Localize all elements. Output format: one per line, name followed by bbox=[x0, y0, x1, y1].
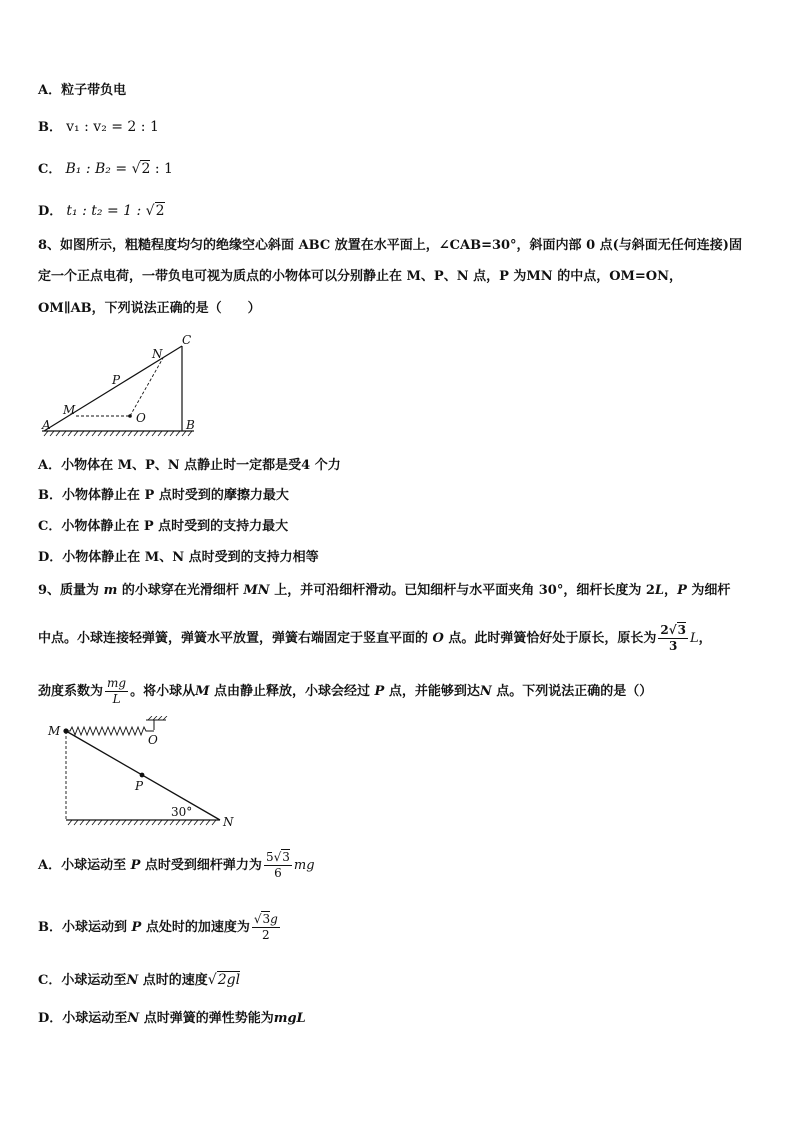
q9-option-a-fraction: $\frac{5√3}{6}$ bbox=[265, 850, 290, 880]
q9-stem-3-n: N bbox=[479, 684, 492, 699]
q7-option-a: A．粒子带负电 bbox=[38, 83, 127, 98]
q9-stem-2a: 中点。小球连接轻弹簧，弹簧水平放置，弹簧右端固定于竖直平面的 bbox=[38, 631, 433, 646]
q8-stem-line-3: OM∥AB，下列说法正确的是（ ） bbox=[38, 301, 261, 316]
q9-stem-3d: 点，并能够到达 bbox=[384, 684, 480, 699]
q8-stem-line-2: 定一个正点电荷，一带负电可视为质点的小物体可以分别静止在 M、P、N 点，P 为MN 的中点，OM=ON， bbox=[38, 269, 683, 284]
q9-stem-line-1 bbox=[38, 582, 758, 600]
q9-stem-3b: 。将小球从 bbox=[130, 684, 196, 699]
q8-incline-figure bbox=[38, 332, 208, 440]
q9-option-b-p: P bbox=[131, 920, 142, 935]
q7-option-d-math-pre: t₁ : t₂ = 1 : bbox=[66, 203, 146, 219]
q9-option-b-num-sqrt: 3 bbox=[262, 912, 271, 926]
q9-stiffness-fraction bbox=[105, 676, 128, 707]
q9-option-a-den: 6 bbox=[274, 866, 282, 880]
q9-option-c: C．小球运动至N 点时的速度√2gl bbox=[38, 972, 241, 988]
q8-label-c: C bbox=[182, 333, 192, 347]
q9-stem-m: m bbox=[103, 583, 118, 598]
q8-label-p: P bbox=[112, 373, 121, 387]
q9-stem-2-l: L bbox=[690, 631, 699, 646]
q9-stem-1c: 上，并可沿细杆滑动。已知细杆与水平面夹角 30°，细杆长度为 2 bbox=[269, 583, 655, 598]
q9-option-b-2: 点处时的加速度为 bbox=[141, 920, 250, 935]
q9-option-a-p: P bbox=[130, 858, 141, 873]
q9-stem-3-m: M bbox=[195, 684, 210, 699]
q9-option-a-1: A．小球运动至 bbox=[38, 858, 131, 873]
q9-stem-3a: 劲度系数为 bbox=[38, 684, 104, 699]
q9-ball-m bbox=[63, 728, 68, 733]
q9-stem-1b: 的小球穿在光滑细杆 bbox=[117, 583, 244, 598]
q7-option-c-math-pre: B₁ : B₂ = bbox=[65, 161, 132, 177]
q9-stem-2c: ， bbox=[698, 631, 712, 646]
q9-label-angle: 30° bbox=[171, 805, 193, 819]
q9-option-b-den: 2 bbox=[262, 928, 270, 942]
q9-ceiling-hatching bbox=[148, 716, 167, 720]
q9-stem-line-3 bbox=[38, 675, 758, 709]
q9-option-b-1: B．小球运动到 bbox=[38, 920, 132, 935]
q9-option-a bbox=[38, 846, 758, 886]
q9-stem-3-p: P bbox=[374, 684, 385, 699]
q9-option-d-n: N bbox=[127, 1011, 140, 1026]
q7-option-d-label: D． bbox=[38, 204, 63, 219]
q8-dashed-on bbox=[130, 358, 163, 416]
q9-stem-mn: MN bbox=[243, 583, 270, 598]
q9-label-m: M bbox=[48, 724, 61, 738]
q8-option-b: B．小物体静止在 P 点时受到的摩擦力最大 bbox=[38, 488, 289, 503]
q7-option-c-math-post: : 1 bbox=[150, 161, 173, 177]
q9-stiffness-num: mg bbox=[107, 676, 127, 690]
q7-option-c: C． B₁ : B₂ = √2 : 1 bbox=[38, 161, 173, 177]
q8-label-n: N bbox=[152, 347, 163, 361]
q7-option-c-label: C． bbox=[38, 162, 62, 177]
q9-option-c-n: N bbox=[126, 973, 139, 988]
q7-option-d: D． t₁ : t₂ = 1 : √2 bbox=[38, 203, 165, 219]
q9-option-a-tail: mg bbox=[293, 858, 315, 873]
q9-label-o: O bbox=[148, 733, 158, 747]
q8-label-a: A bbox=[42, 418, 51, 432]
q7-option-b-math: v₁ : v₂ = 2 : 1 bbox=[66, 119, 159, 135]
q9-stem-2b: 点。此时弹簧恰好处于原长，原长为 bbox=[443, 631, 657, 646]
q9-stem-line-2 bbox=[38, 622, 758, 656]
q9-option-a-num-pre: 5 bbox=[265, 850, 274, 864]
q7-option-b-label: B． bbox=[38, 120, 62, 135]
q9-stem-1e: 为细杆 bbox=[686, 583, 731, 598]
q9-option-d-value: mgL bbox=[273, 1011, 306, 1026]
q8-point-o bbox=[128, 414, 132, 418]
q8-option-a: A．小物体在 M、P、N 点静止时一定都是受4 个力 bbox=[38, 458, 341, 473]
q9-option-b bbox=[38, 908, 758, 948]
q9-stem-p: P bbox=[677, 583, 687, 598]
q9-ground-hatching bbox=[68, 820, 216, 825]
q9-stem-1a: 9、质量为 bbox=[38, 583, 104, 598]
q8-ground-hatching bbox=[44, 431, 192, 436]
q9-option-a-2: 点时受到细杆弹力为 bbox=[140, 858, 262, 873]
q9-stiffness-den: L bbox=[112, 692, 121, 706]
q9-option-c-2: 点时的速度 bbox=[138, 973, 208, 988]
q9-stem-1d: ， bbox=[664, 583, 678, 598]
q9-option-a-num-sqrt: 3 bbox=[282, 850, 290, 864]
q8-option-c: C．小物体静止在 P 点时受到的支持力最大 bbox=[38, 519, 289, 534]
q9-point-p bbox=[140, 773, 145, 778]
q7-option-d-sqrt: 2 bbox=[155, 203, 165, 219]
q9-option-d-2: 点时弹簧的弹性势能为 bbox=[139, 1011, 274, 1026]
q9-rod-spring-figure bbox=[40, 716, 240, 834]
q9-label-p: P bbox=[135, 779, 144, 793]
q8-stem-line-1: 8、如图所示，粗糙程度均匀的绝缘空心斜面 ABC 放置在水平面上，∠CAB=30°，斜面内部 0 点(与斜面无任何连接)固 bbox=[38, 238, 742, 253]
q9-option-c-1: C．小球运动至 bbox=[38, 973, 127, 988]
q7-option-c-sqrt: 2 bbox=[141, 161, 151, 177]
q8-label-o: O bbox=[136, 411, 146, 425]
q8-label-b: B bbox=[186, 418, 195, 432]
q9-stem-3c: 点由静止释放，小球会经过 bbox=[209, 684, 375, 699]
q9-option-d-1: D．小球运动至 bbox=[38, 1011, 128, 1026]
q8-label-m: M bbox=[63, 403, 76, 417]
q9-label-n: N bbox=[223, 815, 234, 829]
q9-stem-3e: 点。下列说法正确的是（） bbox=[491, 684, 653, 699]
q9-option-d bbox=[38, 1010, 758, 1028]
q9-option-b-num-post: g bbox=[270, 912, 278, 926]
q9-frac-num-pre: 2 bbox=[660, 623, 669, 637]
q9-option-c-sqrt: 2gl bbox=[217, 972, 241, 988]
q8-option-d: D．小物体静止在 M、N 点时受到的支持力相等 bbox=[38, 550, 319, 565]
q9-spring bbox=[66, 727, 154, 735]
q7-option-b bbox=[38, 118, 758, 137]
q9-stem-l: L bbox=[654, 583, 665, 598]
q9-frac-sqrt: 3 bbox=[677, 623, 686, 637]
q9-stem-o: O bbox=[432, 631, 444, 646]
q9-option-b-fraction: $\frac{√3g}{2}$ bbox=[253, 912, 278, 942]
q9-natural-length-fraction: $\frac{2√3}{3}$ bbox=[660, 623, 686, 653]
q9-frac-den: 3 bbox=[669, 639, 678, 653]
